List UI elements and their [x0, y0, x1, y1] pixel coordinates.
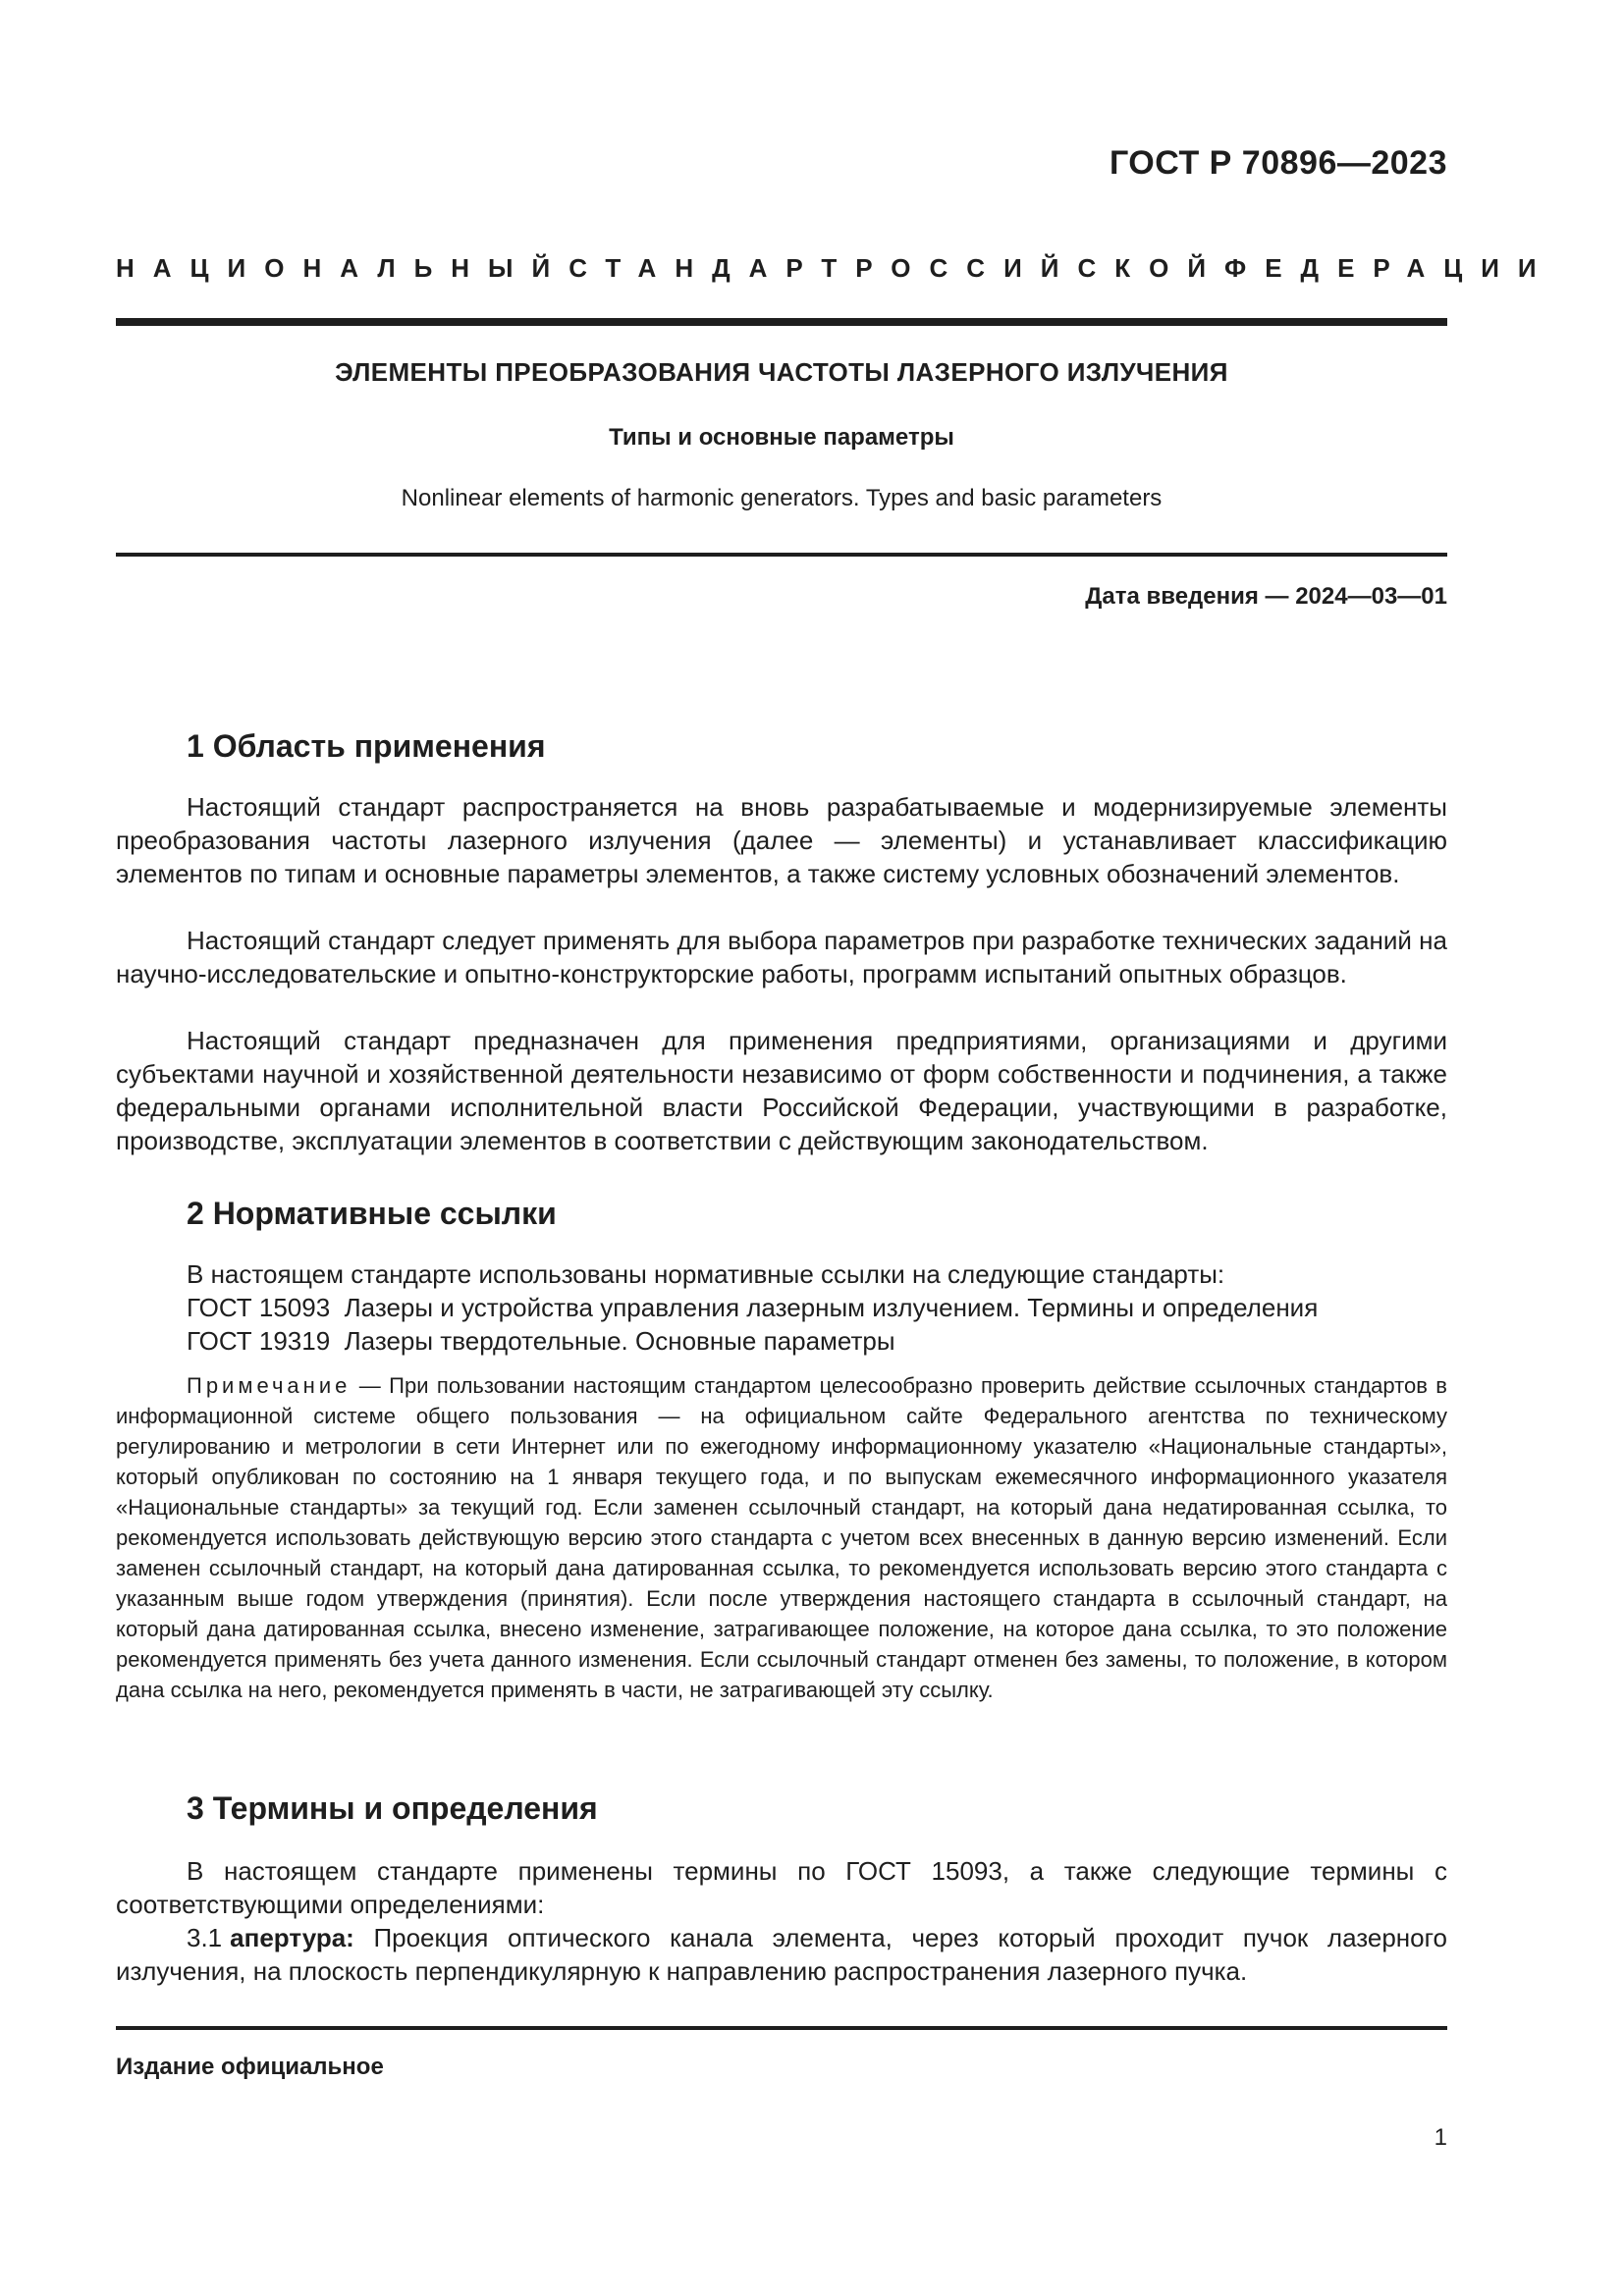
- document-subtitle: Типы и основные параметры: [609, 424, 954, 451]
- term-definition: [116, 1921, 1447, 1988]
- paragraph-text: Настоящий стандарт следует применять для выбора параметров при разработке технических заданий на научно-исследовательские и опытно-конструкторские работы, программ испытаний опытных образцов.: [116, 926, 1447, 988]
- paragraph-text: Настоящий стандарт предназначен для применения предприятиями, организациями и другими субъектами научной и хозяйственной деятельности независимо от форм собственности и подчинения, а также федеральными органами исполнительной власти Российской Федерации, участвующими в разработке, производстве, эксплуатации элементов в соответствии с действующим законодательством.: [116, 1026, 1447, 1155]
- national-standard-title: [116, 253, 1555, 284]
- scope-paragraph: [116, 1024, 1447, 1157]
- national-standard-word: РОССИЙСКОЙ: [855, 253, 1225, 283]
- gost-code: ГОСТ Р 70896—2023: [1109, 144, 1447, 182]
- date-introduced: Дата введения — 2024—03—01: [1085, 583, 1447, 610]
- document-title: ЭЛЕМЕНТЫ ПРЕОБРАЗОВАНИЯ ЧАСТОТЫ ЛАЗЕРНОГО ИЗЛУЧЕНИЯ: [335, 357, 1228, 387]
- edition-label: Издание официальное: [116, 2054, 384, 2080]
- header-divider: [116, 318, 1447, 326]
- footer-divider: [116, 2026, 1447, 2030]
- english-title: Nonlinear elements of harmonic generators. Types and basic parameters: [401, 485, 1163, 511]
- title-divider: [116, 553, 1447, 557]
- paragraph-text: В настоящем стандарте применены термины по ГОСТ 15093, а также следующие термины с соответствующими определениями:: [116, 1856, 1447, 1919]
- national-standard-word: ФЕДЕРАЦИИ: [1224, 253, 1555, 283]
- references-note: [116, 1370, 1447, 1705]
- scope-paragraph: [116, 924, 1447, 990]
- term-name: апертура:: [230, 1923, 354, 1952]
- term-definition-text: Проекция оптического канала элемента, через который проходит пучок лазерного излучения, на плоскость перпендикулярную к направлению распространения лазерного пучка.: [116, 1923, 1447, 1986]
- note-text: — При пользовании настоящим стандартом целесообразно проверить действие ссылочных стандартов в информационной системе общего пользования — на официальном сайте Федерального агентства по техническому регулированию и метрологии в сети Интернет или по ежегодному информационному указателю «Национальные стандарты», который опубликован по состоянию на 1 января текущего года, и по выпускам ежемесячного информационного указателя «Национальные стандарты» за текущий год. Если заменен ссылочный стандарт, на который дана недатированная ссылка, то рекомендуется использовать действующую версию этого стандарта с учетом всех внесенных в данную версию изменений. Если заменен ссылочный стандарт, на который дана датированная ссылка, то рекомендуется использовать версию этого стандарта с указанным выше годом утверждения (принятия). Если после утверждения настоящего стандарта в ссылочный стандарт, на который дана датированная ссылка, внесено изменение, затрагивающее положение, на которое дана ссылка, то это положение рекомендуется применять без учета данного изменения. Если ссылочный стандарт отменен без замены, то положение, в котором дана ссылка на него, рекомендуется применять в части, не затрагивающей эту ссылку.: [116, 1373, 1447, 1702]
- note-label: Примечание: [187, 1373, 352, 1398]
- paragraph-text: Настоящий стандарт распространяется на вновь разрабатываемые и модернизируемые элементы преобразования частоты лазерного излучения (далее — элементы) и устанавливает классификацию элементов по типам и основные параметры элементов, а также систему условных обозначений элементов.: [116, 792, 1447, 888]
- reference-item: ГОСТ 15093 Лазеры и устройства управления лазерным излучением. Термины и определения: [187, 1293, 1319, 1322]
- section-heading-references: 2 Нормативные ссылки: [187, 1196, 557, 1231]
- scope-paragraph: [116, 790, 1447, 890]
- reference-item: ГОСТ 19319 Лазеры твердотельные. Основные параметры: [187, 1326, 895, 1356]
- national-standard-word: НАЦИОНАЛЬНЫЙ: [116, 253, 569, 283]
- page-number: 1: [1434, 2124, 1447, 2151]
- section-heading-scope: 1 Область применения: [187, 728, 546, 764]
- term-number: 3.1: [187, 1923, 223, 1952]
- section-heading-terms: 3 Термины и определения: [187, 1790, 598, 1826]
- terms-intro: [116, 1854, 1447, 1921]
- references-intro: В настоящем стандарте использованы нормативные ссылки на следующие стандарты:: [187, 1259, 1225, 1289]
- national-standard-word: СТАНДАРТ: [568, 253, 856, 283]
